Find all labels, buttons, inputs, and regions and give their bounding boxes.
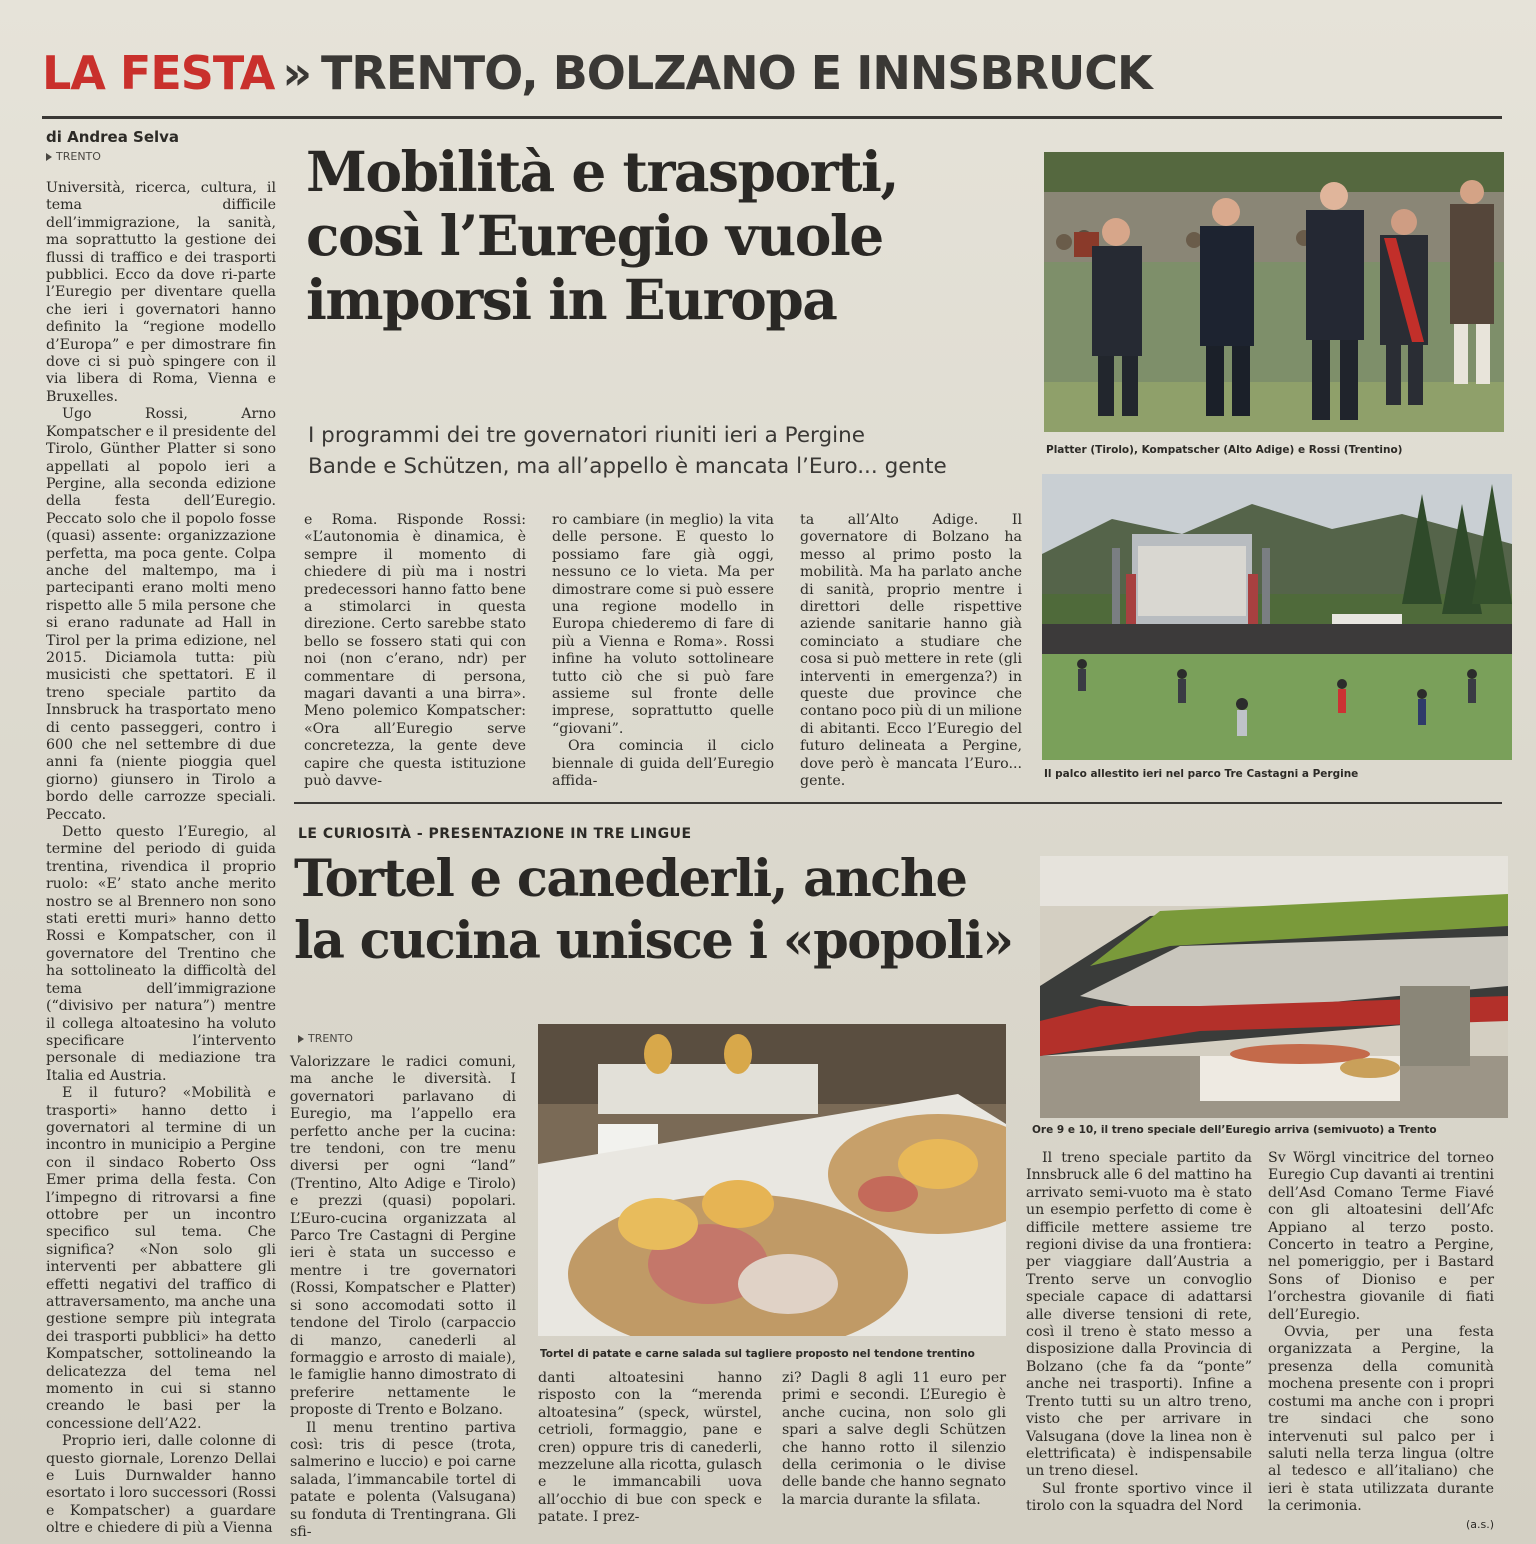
article2-column-2: [538, 1370, 762, 1527]
photo-train: [1040, 856, 1508, 1118]
paragraph: ro cambiare (in meglio) la vita delle persone. E questo lo possiamo fare già oggi, nessuno ce lo vieta. Ma per dimostrare come si può essere una regione modello in Europa chiederemo di fare di più a Vienna e Roma». Rossi infine ha voluto sottolineare tutto ciò che si può fare assieme sul fronte delle imprese, soprattutto quelle “giovani”.: [552, 512, 774, 737]
paragraph: Università, ricerca, cultura, il tema difficile dell’immigrazione, la sanità, ma soprattutto la gestione dei flussi di traffico e dei trasporti pubblici. Ecco da dove ri-parte l’Euregio per diventare quella che ieri i governatori hanno definito la “regione modello d’Europa” e per dimostrare fin dove ci si può spingere con il via libera di Roma, Vienna e Bruxelles.: [46, 180, 276, 405]
article2-column-5: [1268, 1150, 1494, 1533]
dateline-arrow-icon: [298, 1035, 304, 1043]
headline-line: la cucina unisce i «popoli»: [294, 911, 1013, 971]
article1-column-1: [46, 180, 276, 1538]
headline-line: così l’Euregio vuole: [306, 203, 883, 268]
article2-column-4: [1026, 1150, 1252, 1516]
dateline-text: TRENTO: [308, 1032, 353, 1045]
food-photo-icon: [538, 1024, 1006, 1336]
article1-column-4: [800, 512, 1022, 791]
paragraph: E il futuro? «Mobilità e trasporti» hanno detto i governatori al termine di un incontro in municipio a Pergine con il sindaco Roberto Oss Emer prima della festa. Con l’impegno di ritrovarsi a fine ottobre per un incontro specifico sul tema. Che significa? «Non solo gli interventi per abbattere gli effetti negativi del traffico di attraversamento, ma anche una gestione sempre più integrata dei trasporti pubblici» ha detto Kompatscher, sottolineando la delicatezza del tema nel momento in cui si stanno creando le basi per la concessione dell’A22.: [46, 1085, 276, 1432]
governors-photo-icon: [1044, 152, 1504, 432]
paragraph: Ora comincia il ciclo biennale di guida dell’Euregio affida-: [552, 738, 774, 790]
article1-column-3: [552, 512, 774, 791]
paragraph: Valorizzare le radici comuni, ma anche le diversità. I governatori parlavano di Euregio, ma l’appello era perfetto anche per la cucina: tre tendoni, con tre menu diversi per ogni “land” (Trentino, Alto Adige e Tirolo) e prezzi (quasi) popolari. L’Euro-cucina organizzata al Parco Tre Castagni di Pergine ieri è stata un successo e mentre i tre governatori (Rossi, Kompatscher e Platter) si sono accomodati sotto il tendone del Tirolo (carpaccio di manzo, canederli al formaggio e arrosto di maiale), le famiglie hanno dimostrato di preferire nettamente le proposte di Trento e Bolzano.: [290, 1054, 516, 1419]
main-headline: [306, 140, 1036, 332]
article2-column-1: [290, 1054, 516, 1541]
subheadline-line: Bande e Schützen, ma all’appello è mancata l’Euro... gente: [308, 454, 947, 479]
section-rule: [294, 802, 1502, 804]
paragraph: Il menu trentino partiva così: tris di pesce (trota, salmerino e luccio) e poi carne salada, l’immancabile tortel di patate e polenta (Valsugana) su fonduta di Trentingrana. Gli sfi-: [290, 1419, 516, 1540]
paragraph: Proprio ieri, dalle colonne di questo giornale, Lorenzo Dellai e Luis Durnwalder hanno esortato i loro successori (Rossi e Kompatscher) a guardare oltre e chiedere di più a Vienna: [46, 1433, 276, 1537]
train-photo-icon: [1040, 856, 1508, 1118]
paragraph: Ugo Rossi, Arno Kompatscher e il presidente del Tirolo, Günther Platter si sono appellati al popolo ieri a Pergine, alla seconda edizione della festa dell’Euregio. Peccato solo che il popolo fosse (quasi) assente: organizzazione perfetta, ma poca gente. Colpa anche del maltempo, ma i partecipanti erano molti meno rispetto alle 5 mila persone che si erano radunate ad Hall in Tirol per la prima edizione, nel 2015. Diciamola tutta: più musicisti che spettatori. E il treno speciale partito da Innsbruck ha trasportato meno di cento passeggeri, contro i 600 che nel settembre di due anni fa (niente pioggia quel giorno) giunsero in Tirolo a bordo delle carrozze speciali. Peccato.: [46, 406, 276, 823]
article2-label: LE CURIOSITÀ - PRESENTAZIONE IN TRE LINGUE: [298, 826, 692, 842]
paragraph: Sul fronte sportivo vince il tirolo con la squadra del Nord: [1026, 1480, 1252, 1515]
byline: di Andrea Selva: [46, 128, 180, 146]
paragraph: zi? Dagli 8 agli 11 euro per primi e secondi. L’Euregio è anche cucina, non solo gli spari a salve degli Schützen che hanno rotto il silenzio della cerimonia o le divise delle bande che hanno segnato la marcia durante la sfilata.: [782, 1370, 1006, 1508]
subheadline-line: I programmi dei tre governatori riuniti ieri a Pergine: [308, 423, 865, 448]
dateline-text: TRENTO: [56, 150, 101, 163]
dateline: [46, 150, 101, 163]
paragraph: Il treno speciale partito da Innsbruck alle 6 del mattino ha arrivato semi-vuoto ma è stato un esempio perfetto di come è difficile mettere assieme tre regioni divise da una frontiera: per viaggiare dall’Austria a Trento serve un convoglio speciale capace di adattarsi alle diverse tensioni di rete, così il treno è stato messo a disposizione dalla Provincia di Bolzano (che fa da “ponte” anche nei trasporti). Infine a Trento tutti su un altro treno, visto che per arrivare in Valsugana (dove la linea non è elettrificata) è indispensabile un treno diesel.: [1026, 1150, 1252, 1480]
article2-column-3: [782, 1370, 1006, 1509]
photo-stage: [1042, 474, 1512, 760]
paragraph: ta all’Alto Adige. Il governatore di Bolzano ha messo al primo posto la mobilità. Ma ha parlato anche di sanità, proprio mentre i direttori delle rispettive aziende sanitarie hanno già cominciato a studiare che cosa si può mettere in rete (gli interventi in emergenza?) in queste due province che contano poco più di un milione di abitanti. Ecco l’Euregio del futuro delineata a Pergine, dove però è mancata l’Euro... gente.: [800, 512, 1022, 790]
kicker-separator: »: [282, 46, 312, 100]
paragraph: Ovvia, per una festa organizzata a Pergine, la presenza della comunità mochena presente con i propri costumi ma anche con i propri tre sindaci che sono intervenuti sul palco per i saluti nella terza lingua (oltre al tedesco e all’italiano) che ieri è stata utilizzata durante la cerimonia.: [1268, 1324, 1494, 1515]
paragraph: e Roma. Risponde Rossi: «L’autonomia è dinamica, è sempre il momento di chiedere di più ma i nostri predecessori hanno fatto bene a stimolarci in questa direzione. Certo sarebbe stato bello se fossero stati qui con noi (non c’erano, ndr) per commentare di persona, magari davanti a una birra». Meno polemico Kompatscher: «Ora all’Euregio serve concretezza, la gente deve capire che questa istituzione può davve-: [304, 512, 526, 790]
paragraph: danti altoatesini hanno risposto con la “merenda altoatesina” (speck, würstel, cetrioli, formaggio, pane e cren) oppure tris di canederli, mezzelune alla ricotta, gulasch e le immancabili uova all’occhio di bue con speck e patate. I prez-: [538, 1370, 762, 1526]
stage-photo-icon: [1042, 474, 1512, 760]
photo-food-caption: Tortel di patate e carne salada sul tagliere proposto nel tendone trentino: [540, 1348, 975, 1360]
signature: (a.s.): [1465, 1517, 1494, 1531]
dateline: [298, 1032, 353, 1045]
header-rule: [42, 116, 1502, 119]
photo-food: [538, 1024, 1006, 1336]
photo-governors-caption: Platter (Tirolo), Kompatscher (Alto Adige) e Rossi (Trentino): [1046, 444, 1403, 456]
photo-stage-caption: Il palco allestito ieri nel parco Tre Castagni a Pergine: [1044, 768, 1359, 780]
headline-line: Tortel e canederli, anche: [294, 849, 967, 909]
article2-headline: [294, 848, 1014, 972]
headline-line: imporsi in Europa: [306, 267, 837, 332]
article1-column-2: [304, 512, 526, 791]
section-kicker: [42, 42, 1152, 104]
headline-line: Mobilità e trasporti,: [306, 139, 899, 204]
kicker-topic: LA FESTA: [42, 46, 275, 100]
dateline-arrow-icon: [46, 153, 52, 161]
subheadline: [308, 420, 1028, 482]
photo-governors: [1044, 152, 1504, 432]
photo-train-caption: Ore 9 e 10, il treno speciale dell’Euregio arriva (semivuoto) a Trento: [1032, 1124, 1437, 1136]
kicker-places: TRENTO, BOLZANO E INNSBRUCK: [321, 46, 1152, 100]
paragraph: Detto questo l’Euregio, al termine del periodo di guida trentina, rivendica il proprio ruolo: «E’ stato anche merito nostro se al Brennero non sono stati eretti muri» hanno detto Rossi e Kompatscher, con il governatore del Trentino che ha sottolineato la difficoltà del tema dell’immigrazione (“divisivo per natura”) mentre il collega altoatesino ha voluto specificare l’intervento personale di mediazione tra Italia ed Austria.: [46, 824, 276, 1084]
paragraph: Sv Wörgl vincitrice del torneo Euregio Cup davanti ai trentini dell’Asd Comano Terme Fiavé con gli altoatesini dell’Afc Appiano al terzo posto. Concerto in teatro a Pergine, nel pomeriggio, per i Bastard Sons of Dioniso e per l’orchestra giovanile di fiati dell’Euregio.: [1268, 1150, 1494, 1323]
